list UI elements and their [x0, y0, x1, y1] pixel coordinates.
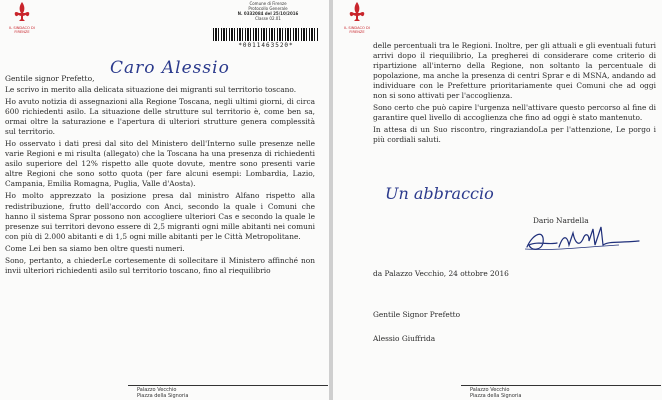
letter-body-left	[5, 85, 315, 278]
footer-line-1: Palazzo Vecchio	[470, 387, 510, 393]
paragraph: Ho avuto notizia di assegnazioni alla Regione Toscana, negli ultimi giorni, di circa 600 richiedenti asilo. La situazione delle strutture sul territorio è, come ben sa, ormai oltre la saturazione e l'apertura di ulteriori strutture genera complessità sul territorio.	[5, 97, 315, 137]
footer-line-2: Piazza della Signoria	[470, 392, 522, 399]
fleur-de-lis-icon	[349, 2, 365, 24]
barcode-number: *0011463520*	[238, 42, 294, 49]
stamp-line-3: N. 0332084 del 25/10/2016	[237, 11, 299, 16]
signer-name: Dario Nardella	[533, 216, 589, 225]
paragraph: Ho molto apprezzato la posizione presa dal ministro Alfano rispetto alla redistribuzione, frutto dell'accordo con Anci, secondo la quale i Comuni che hanno il sistema Sprar possono non accogliere ulteriori Cas e secondo la quale le presenze sui territori devono essere di 2,5 migranti ogni mille abitanti nei comuni con più di 2.000 abitanti e di 1,5 ogni mille abitanti per le Città Metropolitane.	[5, 191, 315, 241]
recipient-salutation: Gentile Signor Prefetto	[373, 310, 461, 319]
paragraph: Come Lei ben sa siamo ben oltre questi numeri.	[5, 243, 185, 253]
recipient-name: Alessio Giuffrida	[373, 334, 436, 343]
emblem-caption: IL SINDACO DI FIRENZE	[344, 26, 370, 34]
paragraph: Ho osservato i dati presi dal sito del Ministero dell'Interno sulle presenze nelle varie Regioni e mi risulta (allegato) che la Toscana ha una presenza di richiedenti asilo superiore del 12% rispetto alle quote dovute, mentre sono presenti varie altre Regioni che sono sotto quota (per fare alcuni esempi: Lombardia, Lazio, Campania, Emilia Romagna, Puglia, Valle d'Aosta).	[5, 139, 315, 189]
place-and-date: da Palazzo Vecchio, 24 ottobre 2016	[373, 269, 509, 278]
footer-divider	[461, 385, 661, 386]
footer-line-2: Piazza della Signoria	[137, 392, 189, 399]
protocol-stamp	[223, 1, 313, 21]
handwritten-closing: Un abbraccio	[385, 184, 494, 203]
salutation: Gentile signor Prefetto,	[5, 74, 95, 83]
paragraph: Le scrivo in merito alla delicata situazione dei migranti sul territorio toscano.	[5, 85, 297, 94]
letter-body-right	[373, 41, 656, 147]
footer-line-1: Palazzo Vecchio	[137, 387, 177, 393]
handwritten-signature	[523, 225, 643, 259]
paragraph: In attesa di un Suo riscontro, ringraziandoLa per l'attenzione, Le porgo i più cordiali saluti.	[373, 125, 656, 145]
letter-page-2	[333, 0, 662, 400]
emblem-caption: IL SINDACO DI FIRENZE	[9, 26, 35, 34]
letter-page-1	[0, 0, 329, 400]
stamp-line-1: Comune di Firenze	[249, 1, 287, 6]
paragraph: delle percentuali tra le Regioni. Inoltre, per gli attuali e gli eventuali futuri arrivi dopo il riequilibrio, La pregherei di considerare come criterio di ripartizione all'interno della Regione, non soltanto la percentuale di popolazione, ma anche la presenza di centri Sprar e di MSNA, andando ad individuare con le Prefetture prioritariamente quei Comuni che ad oggi non si sono attivati per l'accoglienza.	[373, 41, 656, 101]
footer-divider	[128, 385, 328, 386]
handwritten-greeting: Caro Alessio	[110, 58, 230, 78]
stamp-line-2: Protocollo Generale	[248, 6, 288, 11]
florence-lily-emblem	[2, 2, 42, 36]
footer-address	[137, 388, 188, 399]
paragraph: Sono certo che può capire l'urgenza nell'attivare questo percorso al fine di garantire quel livello di accoglienza che fino ad oggi è stato mantenuto.	[373, 103, 656, 123]
florence-lily-emblem	[337, 2, 377, 36]
protocol-barcode	[213, 28, 318, 41]
footer-address	[470, 388, 521, 399]
fleur-de-lis-icon	[14, 2, 30, 24]
stamp-line-4: Classe 02.01	[255, 16, 281, 21]
paragraph: Sono, pertanto, a chiederLe cortesemente di sollecitare il Ministero affinché non invii ulteriori richiedenti asilo sul territorio toscano, fino al riequilibrio	[5, 255, 315, 275]
